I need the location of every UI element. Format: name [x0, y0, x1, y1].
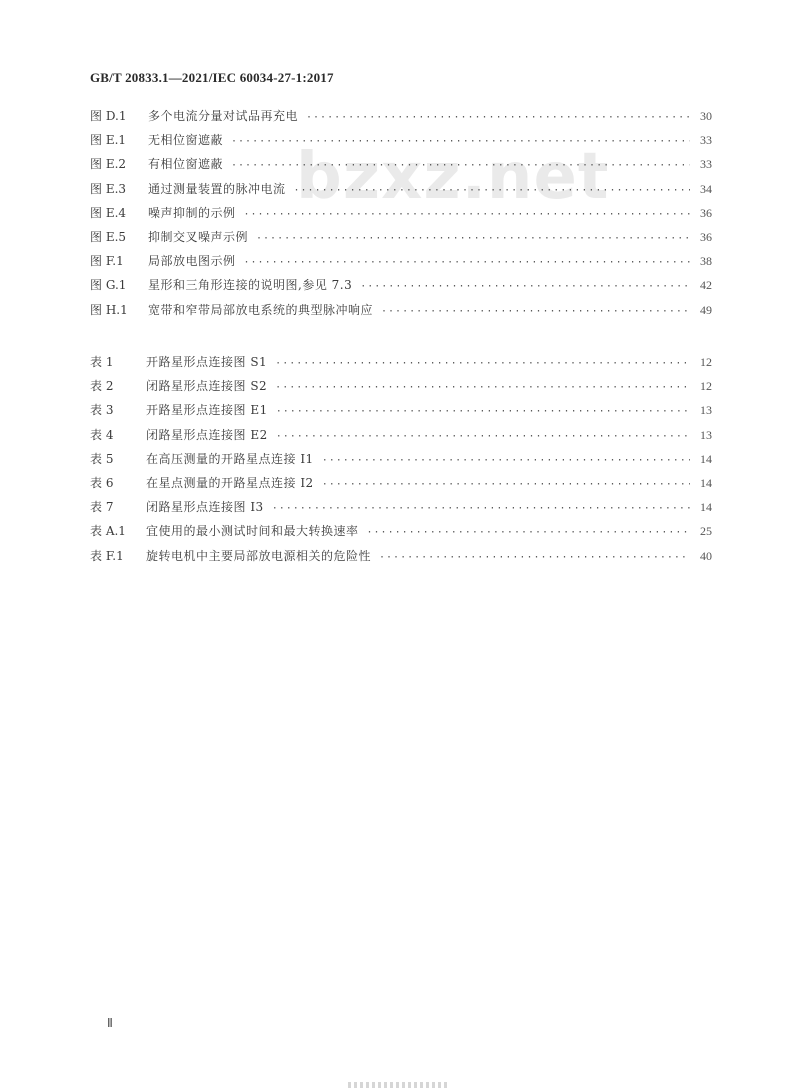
leader-dots — [379, 546, 690, 570]
page-number: 14 — [700, 500, 712, 515]
leader-dots — [367, 521, 690, 545]
leader-dots — [256, 227, 690, 251]
table-number: 表 2 — [90, 379, 114, 394]
toc-entry-figure-d1[interactable] — [90, 104, 712, 128]
leader-dots — [360, 275, 690, 299]
figure-title: 星形和三角形连接的说明图,参见 7.3 — [148, 278, 353, 293]
leader-dots — [322, 449, 690, 473]
page-number: 40 — [700, 548, 712, 563]
leader-dots — [275, 352, 690, 376]
figure-number: 图 E.5 — [90, 229, 127, 244]
toc-entry-table-5[interactable] — [90, 447, 712, 471]
leader-dots — [381, 300, 690, 324]
toc-entry-table-4[interactable] — [90, 423, 712, 447]
bottom-scan-mark — [348, 1082, 448, 1088]
figure-list — [90, 104, 712, 322]
table-title: 闭路星形点连接图 I3 — [146, 500, 264, 515]
page-number: 42 — [700, 278, 712, 293]
leader-dots — [244, 203, 690, 227]
table-number: 表 3 — [90, 403, 114, 418]
toc-entry-table-7[interactable] — [90, 495, 712, 519]
toc-entry-table-6[interactable] — [90, 471, 712, 495]
leader-dots — [294, 179, 690, 203]
leader-dots — [275, 376, 690, 400]
watermark: bzxz.net — [296, 140, 610, 214]
figure-number: 图 F.1 — [90, 254, 124, 269]
leader-dots — [276, 425, 690, 449]
page-number: 14 — [700, 475, 712, 490]
toc-entry-figure-h1[interactable] — [90, 298, 712, 322]
table-number: 表 1 — [90, 355, 114, 369]
figure-number: 图 E.1 — [90, 133, 127, 148]
leader-dots — [276, 400, 690, 424]
toc-entry-figure-e5[interactable] — [90, 225, 712, 249]
table-title: 宜使用的最小测试时间和最大转换速率 — [146, 524, 359, 539]
page-number: 13 — [700, 427, 712, 442]
figure-title: 通过测量装置的脉冲电流 — [148, 181, 286, 196]
footer-page-number: Ⅱ — [107, 1016, 113, 1030]
toc-entry-figure-e1[interactable] — [90, 128, 712, 152]
toc-entry-figure-e4[interactable] — [90, 201, 712, 225]
figure-number: 图 G.1 — [90, 278, 127, 293]
table-title: 开路星形点连接图 E1 — [146, 403, 268, 418]
table-number: 表 6 — [90, 475, 114, 490]
figure-number: 图 E.2 — [90, 157, 127, 172]
leader-dots — [231, 154, 690, 178]
toc-entry-figure-e2[interactable] — [90, 152, 712, 176]
table-number: 表 A.1 — [90, 524, 126, 539]
table-list — [90, 350, 712, 568]
table-title: 在星点测量的开路星点连接 I2 — [146, 475, 314, 490]
toc-entry-figure-f1[interactable] — [90, 249, 712, 273]
page-number: 12 — [700, 379, 712, 394]
table-number: 表 5 — [90, 451, 114, 466]
figure-number: 图 D.1 — [90, 109, 127, 123]
table-title: 在高压测量的开路星点连接 I1 — [146, 451, 314, 466]
page-number: 25 — [700, 524, 712, 539]
document-header: GB/T 20833.1—2021/IEC 60034-27-1:2017 — [90, 70, 334, 85]
leader-dots — [231, 130, 690, 154]
figure-number: 图 E.3 — [90, 181, 127, 196]
leader-dots — [306, 106, 690, 130]
table-title: 闭路星形点连接图 E2 — [146, 427, 268, 442]
figure-title: 局部放电图示例 — [148, 254, 236, 269]
table-title: 开路星形点连接图 S1 — [146, 355, 268, 369]
toc-entry-table-a1[interactable] — [90, 519, 712, 543]
toc-entry-figure-g1[interactable] — [90, 273, 712, 297]
toc-entry-table-f1[interactable] — [90, 544, 712, 568]
table-title: 闭路星形点连接图 S2 — [146, 379, 268, 394]
figure-title: 多个电流分量对试品再充电 — [148, 109, 299, 123]
toc-entry-table-2[interactable] — [90, 374, 712, 398]
toc-entry-figure-e3[interactable] — [90, 177, 712, 201]
page-number: 36 — [700, 229, 712, 244]
table-number: 表 7 — [90, 500, 114, 515]
page-number: 34 — [700, 181, 712, 196]
page-number: 36 — [700, 205, 712, 220]
toc-entry-table-3[interactable] — [90, 398, 712, 422]
page-number: 33 — [700, 133, 712, 148]
page-number: 30 — [700, 109, 712, 123]
page-number: 49 — [700, 302, 712, 317]
page-number: 33 — [700, 157, 712, 172]
figure-title: 噪声抑制的示例 — [148, 205, 236, 220]
page-number: 14 — [700, 451, 712, 466]
leader-dots — [244, 251, 690, 275]
page-number: 13 — [700, 403, 712, 418]
leader-dots — [322, 473, 690, 497]
figure-number: 图 H.1 — [90, 302, 128, 317]
toc-entry-table-1[interactable] — [90, 350, 712, 374]
table-number: 表 F.1 — [90, 548, 124, 563]
figure-title: 无相位窗遮蔽 — [148, 133, 224, 148]
page-number: 12 — [700, 355, 712, 369]
figure-title: 抑制交叉噪声示例 — [148, 229, 249, 244]
figure-number: 图 E.4 — [90, 205, 127, 220]
figure-title: 有相位窗遮蔽 — [148, 157, 224, 172]
table-title: 旋转电机中主要局部放电源相关的危险性 — [146, 548, 372, 563]
table-number: 表 4 — [90, 427, 114, 442]
figure-title: 宽带和窄带局部放电系统的典型脉冲响应 — [148, 302, 374, 317]
page-number: 38 — [700, 254, 712, 269]
leader-dots — [272, 497, 690, 521]
